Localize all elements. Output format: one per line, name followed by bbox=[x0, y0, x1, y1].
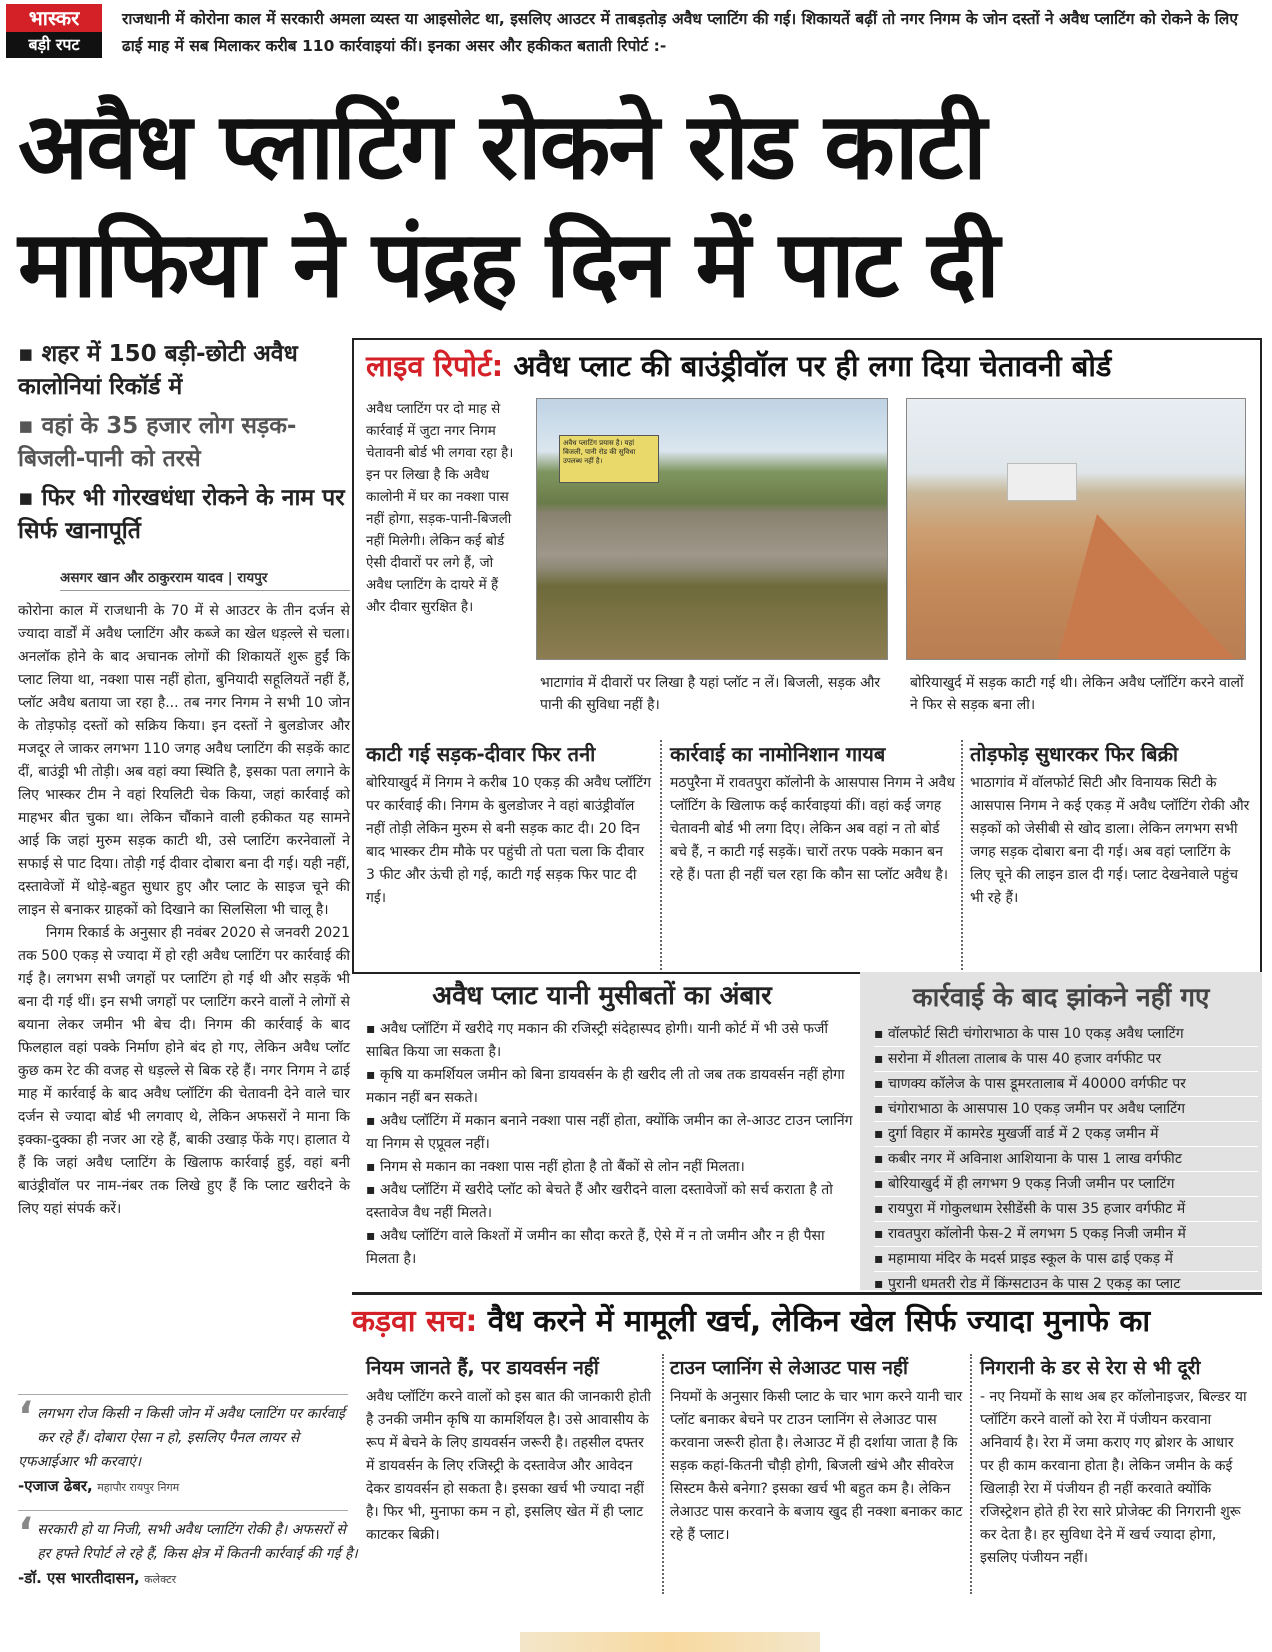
list-item: ▪ अवैध प्लॉटिंग में खरीदे प्लॉट को बेचते हैं और खरीदने वाला दस्तावेजों को सर्च कराता है तो दस्तावेज वैध नहीं मिलते। bbox=[366, 1182, 833, 1221]
list-item: ▪ रावतपुरा कॉलोनी फेस-2 में लगभग 5 एकड़ निजी जमीन में bbox=[874, 1222, 1258, 1247]
bitter-truth-label: कड़वा सच: bbox=[352, 1304, 478, 1339]
quote-author: -एजाज ढेबर, bbox=[18, 1477, 93, 1495]
quote-divider bbox=[18, 1394, 348, 1395]
sub-story-title: तोड़फोड़ सुधारकर फिर बिक्री bbox=[970, 742, 1179, 766]
headline-line-1: अवैध प्लाटिंग रोकने रोड काटी bbox=[18, 93, 985, 200]
list-item: ▪ अवैध प्लॉटिंग में मकान बनाने नक्शा पास नहीं होता, क्योंकि जमीन का ले-आउट टाउन प्लानिंग या निगम से एप्रूवल नहीं। bbox=[366, 1113, 853, 1152]
list-item: ▪ कबीर नगर में अविनाश आशियाना के पास 1 लाख वर्गफीट bbox=[874, 1147, 1258, 1172]
list-item: ▪ महामाया मंदिर के मदर्स प्राइड स्कूल के पास ढाई एकड़ में bbox=[874, 1247, 1258, 1272]
list-item: ▪ सरोना में शीतला तालाब के पास 40 हजार वर्गफीट पर bbox=[874, 1047, 1258, 1072]
warning-board: अवैध प्लाटिंग प्रयास है। यहां बिजली, पानी रोड की सुविधा उपलब्ध नहीं है। bbox=[559, 435, 659, 483]
column-divider bbox=[662, 1354, 664, 1594]
quote-role: कलेक्टर bbox=[144, 1573, 177, 1586]
byline: असगर खान और ठाकुरराम यादव | रायपुर bbox=[60, 568, 350, 591]
sub-story-title: काटी गई सड़क-दीवार फिर तनी bbox=[366, 742, 596, 766]
quote-divider bbox=[18, 1510, 348, 1511]
footer-ad-strip bbox=[520, 1632, 820, 1652]
road-shape bbox=[1057, 514, 1237, 660]
column-title: नियम जानते हैं, पर डायवर्सन नहीं bbox=[366, 1357, 599, 1379]
sub-story-body: बोरियाखुर्द में निगम ने करीब 10 एकड़ की अवैध प्लॉटिंग पर कार्रवाई की। निगम के बुलडोजर ने वहां बाउंड्रीवॉल नहीं तोड़ी लेकिन मुरुम से बनी सड़क काट दी। 20 दिन बाद भास्कर टीम मौके पर पहुंची तो पता चला कि दीवार 3 फीट और ऊंची हो गई, काटी गई सड़क फिर पाट दी गई। bbox=[366, 775, 652, 906]
building-shape bbox=[1007, 463, 1077, 501]
quote-collector bbox=[18, 1510, 358, 1592]
photo-boundary-wall bbox=[536, 398, 888, 660]
quote-text: लगभग रोज किसी न किसी जोन में अवैध प्लाटिंग पर कार्रवाई कर रहे हैं। दोबारा ऐसा न हो, इसलिए पैनल लायर से एफआईआर भी करवाएं। bbox=[18, 1406, 345, 1470]
column-divider bbox=[660, 740, 662, 970]
list-item: ▪ दुर्गा विहार में कामरेड मुखर्जी वार्ड में 2 एकड़ जमीन में bbox=[874, 1122, 1258, 1147]
problems-list bbox=[366, 1018, 854, 1271]
list-item: ▪ बोरियाखुर्द में ही लगभग 9 एकड़ निजी जमीन पर प्लाटिंग bbox=[874, 1172, 1258, 1197]
bitter-truth-title: वैध करने में मामूली खर्च, लेकिन खेल सिर्फ ज्यादा मुनाफे का bbox=[487, 1304, 1151, 1339]
intro-text: राजधानी में कोरोना काल में सरकारी अमला व्यस्त या आइसोलेट था, इसलिए आउटर में ताबड़तोड़ अवैध प्लाटिंग की गई। शिकायतें बढ़ीं तो नगर निगम के जोन दस्तों ने अवैध प्लाटिंग को रोकने के लिए ढाई माह में सब मिलाकर करीब 110 कार्रवाइयां कीं। इनका असर और हकीकत बताती रिपोर्ट :- bbox=[122, 10, 1238, 55]
list-item: ▪ निगम से मकान का नक्शा पास नहीं होता है तो बैंकों से लोन नहीं मिलता। bbox=[366, 1159, 745, 1175]
main-story-paragraph: निगम रिकार्ड के अनुसार ही नवंबर 2020 से जनवरी 2021 तक 500 एकड़ से ज्यादा में हो रही अवैध प्लाटिंग पर कार्रवाई की गई है। लगभग सभी जगहों पर प्लाटिंग हो गई थी और सड़कें भी बना दी गई थीं। इन सभी जगहों पर प्लाटिंग करने वालों ने लोगों से बयाना लेकर जमीन भी बेच दी। निगम की कार्रवाई के बाद फिलहाल वहां पक्के निर्माण होने बंद हो गए, लेकिन अवैध प्लॉट कुछ कम रेट की वजह से धड़ल्ले से बिक रहे हैं। नगर निगम ने ढाई माह में कार्रवाई के बाद अवैध प्लॉटिंग की चेतावनी देने वाले चार दर्जन से ज्यादा बोर्ड भी लगवाए थे, लेकिन अफसरों ने माना कि इक्का-दुक्का ही नजर आ रहे हैं, बाकी उखाड़ फेंके गए। हालात ये हैं कि जहां अवैध प्लाटिंग के खिलाफ कार्रवाई हुई, वहां बनी बाउंड्रीवॉल पर नाम-नंबर तक लिखे हुए हैं कि प्लाट खरीदने के लिए यहां संपर्क करें। bbox=[18, 925, 350, 1217]
list-item: ▪ वॉलफोर्ट सिटी चंगोराभाठा के पास 10 एकड़ अवैध प्लाटिंग bbox=[874, 1022, 1258, 1047]
column-divider bbox=[961, 740, 963, 970]
list-item: ▪ चंगोराभाठा के आसपास 10 एकड़ जमीन पर अवैध प्लाटिंग bbox=[874, 1097, 1258, 1122]
column-divider bbox=[970, 1354, 972, 1594]
list-item: ▪ अवैध प्लॉटिंग में खरीदे गए मकान की रजिस्ट्री संदेहास्पद होगी। यानी कोर्ट में भी उसे फर्जी साबित किया जा सकता है। bbox=[366, 1021, 829, 1060]
brand-section: बड़ी रपट bbox=[6, 32, 102, 58]
list-item: ▪ रायपुरा में गोकुलधाम रेसीडेंसी के पास 35 हजार वर्गफीट में bbox=[874, 1197, 1258, 1222]
bullet-item: ▪ वहां के 35 हजार लोग सड़क-बिजली-पानी को तरसे bbox=[18, 413, 297, 472]
list-item: ▪ कृषि या कमर्शियल जमीन को बिना डायवर्सन के ही खरीद ली तो जब तक डायवर्सन नहीं होगा मकान नहीं बन सकते। bbox=[366, 1067, 845, 1106]
highlight-bullets bbox=[18, 338, 348, 554]
column-body: - नए नियमों के साथ अब हर कॉलोनाइजर, बिल्डर या प्लॉटिंग करने वालों को रेरा में पंजीयन करवाना अनिवार्य है। रेरा में जमा कराए गए ब्रोशर के आधार पर ही काम करवाना होता है। लेकिन जमीन के कई खिलाड़ी रेरा में पंजीयन ही नहीं करवाते क्योंकि रजिस्ट्रेशन होते ही रेरा सारे प्रोजेक्ट की निगरानी शुरू कर देता है। हर सुविधा देने में खर्च ज्यादा होगा, इसलिए पंजीयन नहीं। bbox=[980, 1389, 1247, 1566]
live-report-label: लाइव रिपोर्ट: bbox=[366, 349, 504, 383]
list-item: ▪ पुरानी धमतरी रोड में किंग्सटाउन के पास 2 एकड़ का प्लाट bbox=[874, 1272, 1258, 1297]
column-body: नियमों के अनुसार किसी प्लाट के चार भाग करने यानी चार प्लॉट बनाकर बेचने पर टाउन प्लानिंग से लेआउट पास करवाना जरूरी होता है। लेआउट में ही दर्शाया जाता है कि सड़क कहां-कितनी चौड़ी होगी, बिजली खंभे और सीवरेज सिस्टम कैसे बनेगा? इसका खर्च भी बहुत कम है। लेकिन लेआउट पास करवाने के बजाय खुद ही नक्शा बनाकर काट रहे हैं प्लाट। bbox=[670, 1389, 963, 1543]
headline-line-2: माफिया ने पंद्रह दिन में पाट दी bbox=[18, 211, 998, 318]
actions-title: कार्रवाई के बाद झांकने नहीं गए bbox=[912, 983, 1210, 1013]
bullet-item: ▪ शहर में 150 बड़ी-छोटी अवैध कालोनियां रिकॉर्ड में bbox=[18, 341, 298, 400]
newspaper-brand-logo bbox=[6, 4, 102, 60]
list-item: ▪ चाणक्य कॉलेज के पास डूमरतालाब में 40000 वर्गफीट पर bbox=[874, 1072, 1258, 1097]
quote-text: सरकारी हो या निजी, सभी अवैध प्लाटिंग रोकी है। अफसरों से हर हफ्ते रिपोर्ट ले रहे हैं, किस क्षेत्र में कितनी कार्रवाई की गई है। bbox=[37, 1522, 358, 1562]
bullet-item: ▪ फिर भी गोरखधंधा रोकने के नाम पर सिर्फ खानापूर्ति bbox=[18, 485, 345, 544]
sub-story-title: कार्रवाई का नामोनिशान गायब bbox=[670, 742, 886, 766]
main-story-paragraph: कोरोना काल में राजधानी के 70 में से आउटर के तीन दर्जन से ज्यादा वार्डों में अवैध प्लाटिंग और कब्जे का खेल धड़ल्ले से चला। अनलॉक होने के बाद अचानक लोगों की शिकायतें शुरू हुईं कि प्लाट लिया था, नक्शा पास नहीं होता, बुनियादी सहूलियतें नहीं हैं, प्लॉट अवैध बताया जा रहा है... तब नगर निगम ने सभी 10 जोन के तोड़फोड़ दस्तों को सक्रिय किया। इन दस्तों ने बुलडोजर और मजदूर ले जाकर लगभग 110 जगह अवैध प्लाटिंग की सड़कें काट दीं, बाउंड्री भी तोड़ी। अब वहां क्या स्थिति है, इसका पता लगाने के लिए भास्कर टीम ने वहां रियलिटी चेक किया, जहां कार्रवाई को माहभर बीत चुका था। लेकिन चौंकाने वाली हकीकत यह सामने आई कि जहां मुरुम सड़क काटी थी, उसे प्लाटिंग करनेवालों ने सफाई से पाट दिया। तोड़ी गई दीवार दोबारा बना दी गई। यही नहीं, दस्तावेजों में थोड़े-बहुत सुधार हुए और प्लाट के साइज चूने की लाइन से बनाकर ग्राहकों को दिखाने का सिलसिला भी चालू है। bbox=[18, 603, 350, 918]
quote-role: महापौर रायपुर निगम bbox=[97, 1481, 180, 1494]
list-item: ▪ अवैध प्लॉटिंग वाले किश्तों में जमीन का सौदा करते हैं, ऐसे में न तो जमीन और न ही पैसा मिलता है। bbox=[366, 1228, 825, 1267]
column-title: टाउन प्लानिंग से लेआउट पास नहीं bbox=[670, 1357, 908, 1379]
live-report-heading: अवैध प्लाट की बाउंड्रीवॉल पर ही लगा दिया चेतावनी बोर्ड bbox=[513, 349, 1112, 383]
live-report-text: अवैध प्लाटिंग पर दो माह से कार्रवाई में जुटा नगर निगम चेतावनी बोर्ड भी लगवा रहा है। इन पर लिखा है कि अवैध कालोनी में घर का नक्शा पास नहीं होगा, सड़क-पानी-बिजली नहीं मिलेगी। लेकिन कई बोर्ड ऐसी दीवारों पर लगे हैं, जो अवैध प्लाटिंग के दायरे में हैं और दीवार सुरक्षित है। bbox=[366, 401, 514, 615]
live-report-title bbox=[366, 346, 1256, 385]
quote-mayor bbox=[18, 1394, 358, 1500]
photo-caption-1: भाटागांव में दीवारों पर लिखा है यहां प्लॉट न लें। बिजली, सड़क और पानी की सुविधा नहीं है। bbox=[540, 675, 881, 713]
actions-list bbox=[874, 1022, 1258, 1297]
sub-story-body: भाठागांव में वॉलफोर्ट सिटी और विनायक सिटी के आसपास निगम ने कई एकड़ में अवैध प्लॉटिंग रोकी और सड़कों को जेसीबी से खोद डाला। लेकिन लगभग सभी जगह सड़क दोबारा बना दी गई। अब वहां प्लाटिंग के लिए चूने की लाइन डाल दी गई। प्लाट देखनेवाले पहुंच भी रहे हैं। bbox=[970, 775, 1250, 906]
quote-author: -डॉ. एस भारतीदासन, bbox=[18, 1569, 140, 1587]
main-story bbox=[18, 600, 350, 1221]
problems-title: अवैध प्लाट यानी मुसीबतों का अंबार bbox=[432, 981, 772, 1011]
quote-mark-icon: ‘ bbox=[18, 1510, 34, 1556]
sub-story-body: मठपुरैना में रावतपुरा कॉलोनी के आसपास निगम ने अवैध प्लॉटिंग के खिलाफ कई कार्रवाइयां कीं। वहां कई जगह चेतावनी बोर्ड भी लगा दिए। लेकिन अब वहां न तो बोर्ड बचे हैं, न काटी गई सड़कें। चारों तरफ पक्के मकान बन रहे हैं। पता ही नहीं चल रहा कि कौन सा प्लॉट अवैध है। bbox=[670, 775, 955, 883]
column-body: अवैध प्लॉटिंग करने वालों को इस बात की जानकारी होती है उनकी जमीन कृषि या कामर्शियल है। उसे आवासीय के रूप में बेचने के लिए डायवर्सन जरूरी है। तहसील दफ्तर में डायवर्सन के लिए रजिस्ट्री के दस्तावेज और आवेदन देकर डायवर्सन हो सकता है। इसका खर्च भी ज्यादा नहीं है। फिर भी, मुनाफा कम न हो, इसलिए खेत में ही प्लाट काटकर बिक्री। bbox=[366, 1389, 652, 1543]
bitter-truth-heading bbox=[352, 1292, 1262, 1340]
photo-caption-2: बोरियाखुर्द में सड़क काटी गई थी। लेकिन अवैध प्लॉटिंग करने वालों ने फिर से सड़क बना ली। bbox=[910, 675, 1244, 713]
photo-road bbox=[906, 398, 1246, 660]
brand-name: भास्कर bbox=[6, 4, 102, 32]
column-title: निगरानी के डर से रेरा से भी दूरी bbox=[980, 1357, 1201, 1379]
quote-mark-icon: ‘ bbox=[18, 1394, 34, 1440]
